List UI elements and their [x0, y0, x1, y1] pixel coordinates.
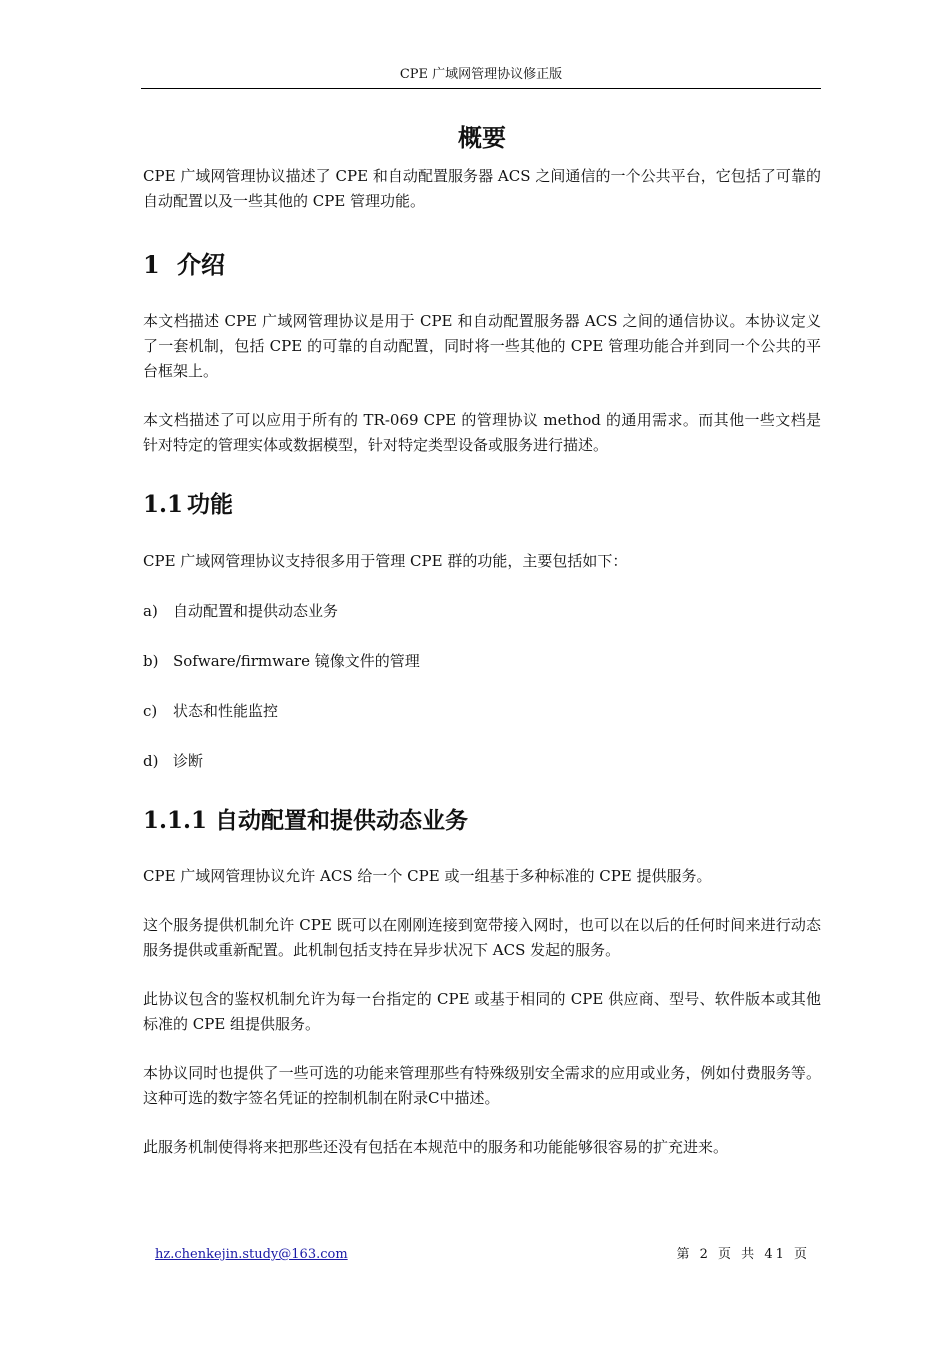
- paragraph: 此服务机制使得将来把那些还没有包括在本规范中的服务和功能能够很容易的扩充进来。: [143, 1138, 729, 1156]
- section-1-heading: [143, 248, 821, 282]
- section-number: 1.1.1: [143, 807, 208, 834]
- section-number: 1: [143, 250, 160, 279]
- section-title: 自动配置和提供动态业务: [215, 807, 468, 834]
- paragraph: 本文档描述了可以应用于所有的 TR-069 CPE 的管理协议 method 的通用需求。而其他一些文档是针对特定的管理实体或数据模型，针对特定类型设备或服务进行描述。: [143, 411, 821, 454]
- section-title: 功能: [187, 491, 233, 518]
- page-header: CPE 广域网管理协议修正版: [399, 67, 563, 82]
- document-body: [143, 118, 821, 1160]
- paragraph: CPE 广域网管理协议支持很多用于管理 CPE 群的功能，主要包括如下：: [143, 552, 628, 570]
- list-marker: d): [143, 752, 159, 770]
- list-marker: a): [143, 602, 158, 620]
- paragraph: CPE 广域网管理协议允许 ACS 给一个 CPE 或一组基于多种标准的 CPE 提供服务。: [143, 867, 712, 885]
- list-item: [143, 749, 821, 774]
- footer-email-link[interactable]: hz.chenkejin.study@163.com: [155, 1247, 348, 1262]
- section-title: 介绍: [177, 250, 225, 279]
- section-1-1-heading: [143, 488, 821, 522]
- list-item-text: 状态和性能监控: [173, 702, 279, 720]
- section-number: 1.1: [143, 491, 184, 518]
- doc-title: 概要: [458, 123, 506, 152]
- paragraph: 本协议同时也提供了一些可选的功能来管理那些有特殊级别安全需求的应用或业务，例如付费服务等。这种可选的数字签名凭证的控制机制在附录C中描述。: [143, 1064, 821, 1107]
- list-item-text: 诊断: [173, 752, 204, 770]
- section-1-1-1-heading: [143, 804, 821, 838]
- list-item-text: 自动配置和提供动态业务: [173, 602, 339, 620]
- footer-page-number: 第 2 页 共 41 页: [676, 1247, 810, 1262]
- paragraph: 本文档描述 CPE 广域网管理协议是用于 CPE 和自动配置服务器 ACS 之间的通信协议。本协议定义了一套机制，包括 CPE 的可靠的自动配置，同时将一些其他的 CPE 管理功能合并到同一个公共的平台框架上。: [143, 312, 821, 380]
- list-marker: b): [143, 652, 159, 670]
- list-item-text: Sofware/firmware 镜像文件的管理: [173, 652, 420, 670]
- paragraph: 这个服务提供机制允许 CPE 既可以在刚刚连接到宽带接入网时，也可以在以后的任何时间来进行动态服务提供或重新配置。此机制包括支持在异步状况下 ACS 发起的服务。: [143, 916, 821, 959]
- paragraph: 此协议包含的鉴权机制允许为每一台指定的 CPE 或基于相同的 CPE 供应商、型号、软件版本或其他标准的 CPE 组提供服务。: [143, 990, 821, 1033]
- abstract-paragraph: CPE 广域网管理协议描述了 CPE 和自动配置服务器 ACS 之间通信的一个公共平台，它包括了可靠的自动配置以及一些其他的 CPE 管理功能。: [143, 167, 822, 210]
- header-rule: [141, 88, 821, 89]
- list-item: [143, 649, 821, 674]
- list-item: [143, 599, 821, 624]
- list-marker: c): [143, 702, 158, 720]
- list-item: [143, 699, 821, 724]
